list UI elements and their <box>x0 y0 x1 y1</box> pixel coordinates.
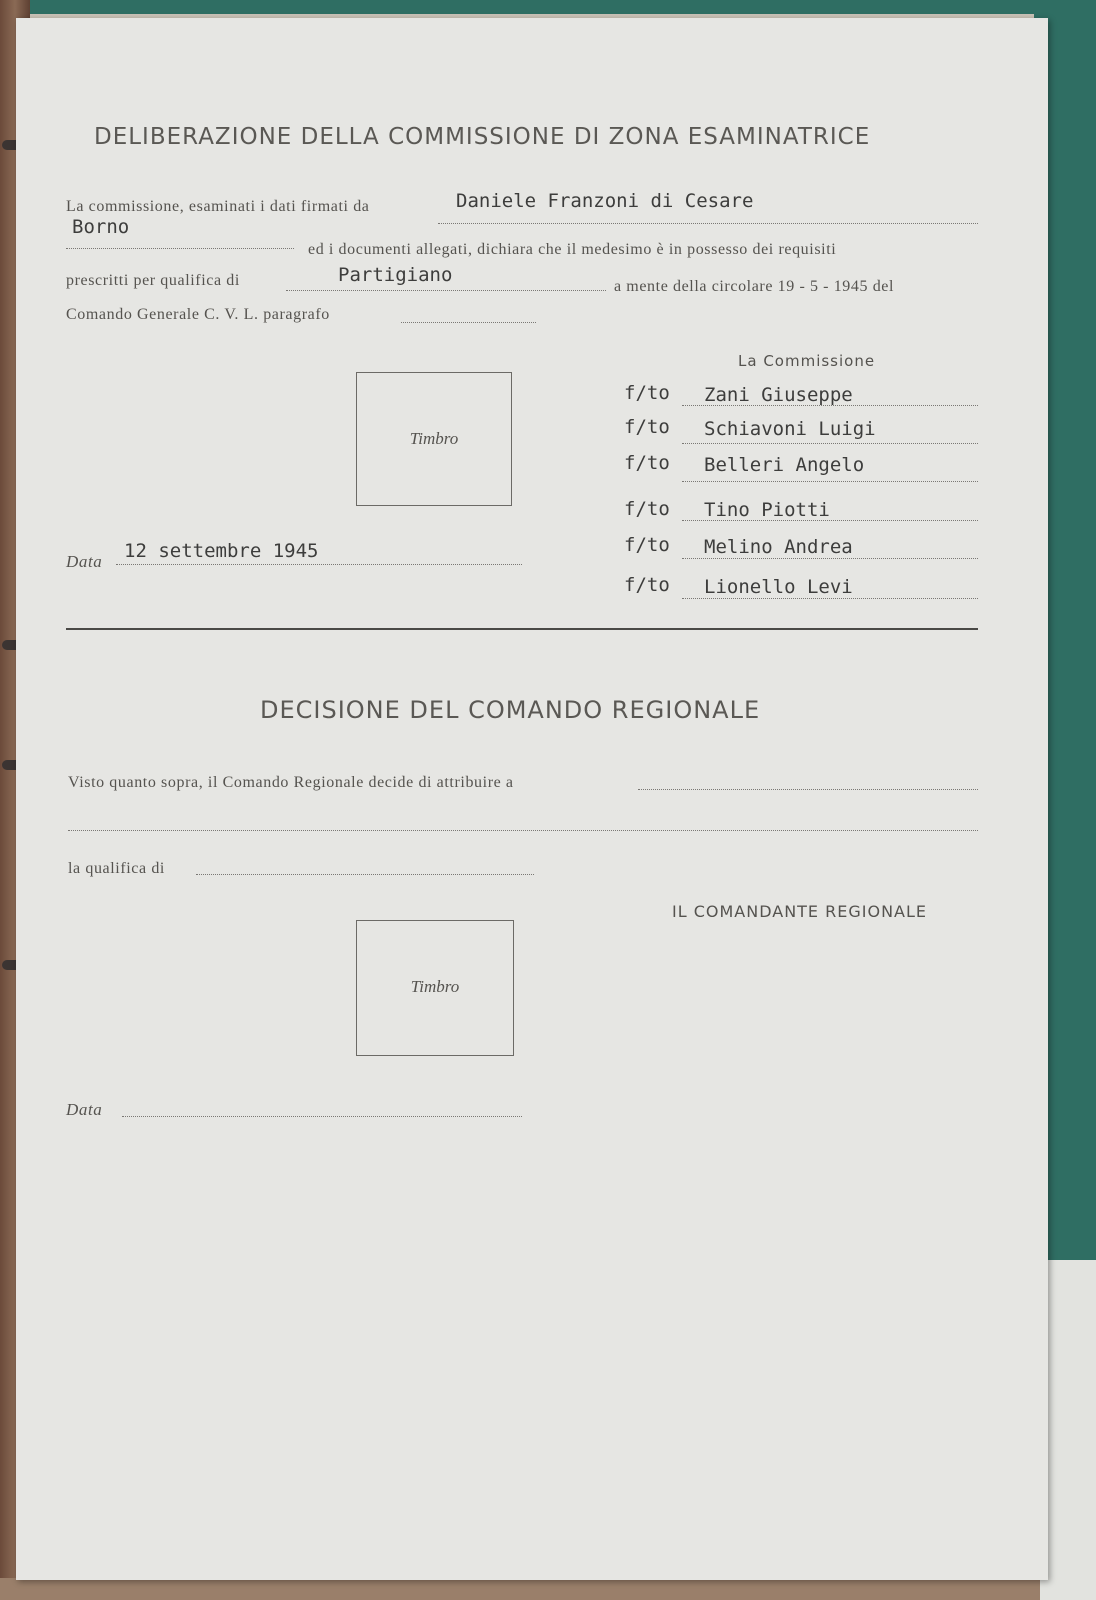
signature-name: Zani Giuseppe <box>704 384 853 406</box>
dotted-line <box>68 830 978 831</box>
decision-line3: la qualifica di <box>68 860 165 877</box>
signature-name: Tino Piotti <box>704 499 830 521</box>
stamp-box <box>356 920 514 1056</box>
decision-line1: Visto quanto sopra, il Comando Regionale decide di attribuire a <box>68 774 514 791</box>
dotted-line <box>401 322 536 323</box>
dotted-line <box>682 443 978 444</box>
dotted-line <box>682 558 978 559</box>
dotted-line <box>438 223 978 224</box>
qualification-value: Partigiano <box>338 264 453 286</box>
signature-name: Lionello Levi <box>704 576 853 598</box>
dotted-line <box>682 405 978 406</box>
dotted-line <box>196 874 534 875</box>
signature-prefix: f/to <box>624 416 670 438</box>
deliberation-line4: Comando Generale C. V. L. paragrafo <box>66 306 330 323</box>
dotted-line <box>286 290 606 291</box>
signature-prefix: f/to <box>624 452 670 474</box>
dotted-line <box>66 248 294 249</box>
stamp-label: Timbro <box>409 429 459 448</box>
date-label: Data <box>66 552 103 571</box>
form-sheet <box>16 18 1048 1580</box>
dotted-line <box>682 520 978 521</box>
commission-label: La Commissione <box>738 352 876 370</box>
decision-date-label: Data <box>66 1100 103 1119</box>
signer-place: Borno <box>72 216 130 238</box>
decision-title: DECISIONE DEL COMANDO REGIONALE <box>260 696 761 724</box>
deliberation-line1-prefix: La commissione, esaminati i dati firmati da <box>66 198 370 215</box>
deliberation-line2: ed i documenti allegati, dichiara che il medesimo è in possesso dei requisiti <box>308 241 837 258</box>
adjacent-paper <box>1040 1260 1096 1600</box>
dotted-line <box>638 789 978 790</box>
deliberation-line3-suffix: a mente della circolare 19 - 5 - 1945 del <box>614 278 895 295</box>
date-value: 12 settembre 1945 <box>124 540 319 562</box>
commander-label: IL COMANDANTE REGIONALE <box>672 902 927 921</box>
desk-edge <box>0 1578 1096 1600</box>
signature-prefix: f/to <box>624 534 670 556</box>
signature-prefix: f/to <box>624 382 670 404</box>
dotted-line <box>682 481 978 482</box>
section-divider <box>66 628 978 630</box>
signature-name: Belleri Angelo <box>704 454 865 476</box>
signature-name: Melino Andrea <box>704 536 853 558</box>
signature-prefix: f/to <box>624 498 670 520</box>
dotted-line <box>122 1116 522 1117</box>
deliberation-title: DELIBERAZIONE DELLA COMMISSIONE DI ZONA ESAMINATRICE <box>94 124 871 150</box>
dotted-line <box>682 598 978 599</box>
dotted-line <box>116 564 522 565</box>
stamp-box <box>356 372 512 506</box>
signature-prefix: f/to <box>624 574 670 596</box>
stamp-label: Timbro <box>410 977 460 996</box>
signer-name: Daniele Franzoni di Cesare <box>456 190 754 212</box>
signature-name: Schiavoni Luigi <box>704 418 876 440</box>
deliberation-line3-prefix: prescritti per qualifica di <box>66 272 240 289</box>
